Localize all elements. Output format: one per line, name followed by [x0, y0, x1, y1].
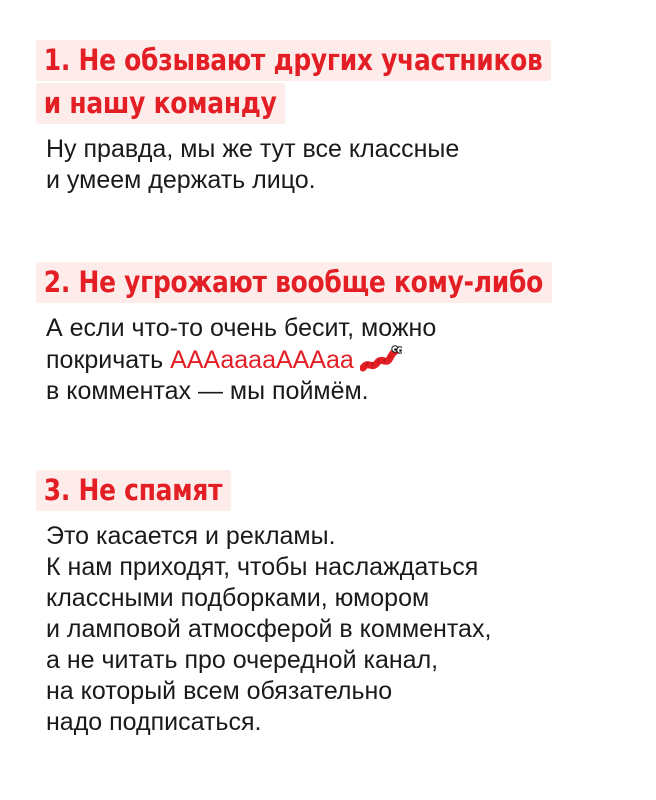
- rule-3-body-line-6: на который всем обязательно: [46, 677, 393, 705]
- rule-1-body-line-1: Ну правда, мы же тут все классные: [46, 135, 460, 163]
- rule-3: [36, 470, 626, 738]
- rule-2-heading-line-1: 2. Не угрожают вообще кому-либо: [36, 262, 552, 303]
- rule-2-body-line-2-prefix: покричать: [46, 346, 171, 374]
- rule-3-body-line-3: классными подборками, юмором: [46, 584, 430, 612]
- rule-3-heading-line-1: 3. Не спамят: [36, 470, 231, 511]
- rule-2-body-line-3: в комментах — мы поймём.: [46, 377, 369, 405]
- rule-3-heading: [36, 470, 626, 511]
- rule-1-heading: [36, 40, 626, 124]
- red-worm-emoji-icon: [360, 344, 402, 372]
- rule-2-body-line-2: [46, 344, 626, 376]
- rule-2-body-line-1: А если что-то очень бесит, можно: [46, 314, 437, 342]
- rule-1-body: [46, 134, 626, 196]
- scream-text: АААааааААAаа: [170, 346, 354, 374]
- rule-1-body-line-2: и умеем держать лицо.: [46, 166, 316, 194]
- rule-2: [36, 262, 626, 407]
- rule-3-body-line-4: и ламповой атмосферой в комментах,: [46, 615, 492, 643]
- rule-2-heading: [36, 262, 626, 303]
- rule-1: [36, 40, 626, 196]
- rule-3-body: [46, 521, 626, 738]
- rule-2-body: [46, 313, 626, 407]
- rule-3-body-line-7: надо подписаться.: [46, 708, 262, 736]
- rule-3-body-line-1: Это касается и рекламы.: [46, 522, 336, 550]
- rule-3-body-line-5: а не читать про очередной канал,: [46, 646, 439, 674]
- rule-1-heading-line-2: и нашу команду: [36, 83, 285, 124]
- rule-3-body-line-2: К нам приходят, чтобы наслаждаться: [46, 553, 479, 581]
- rule-1-heading-line-1: 1. Не обзывают других участников: [36, 40, 551, 81]
